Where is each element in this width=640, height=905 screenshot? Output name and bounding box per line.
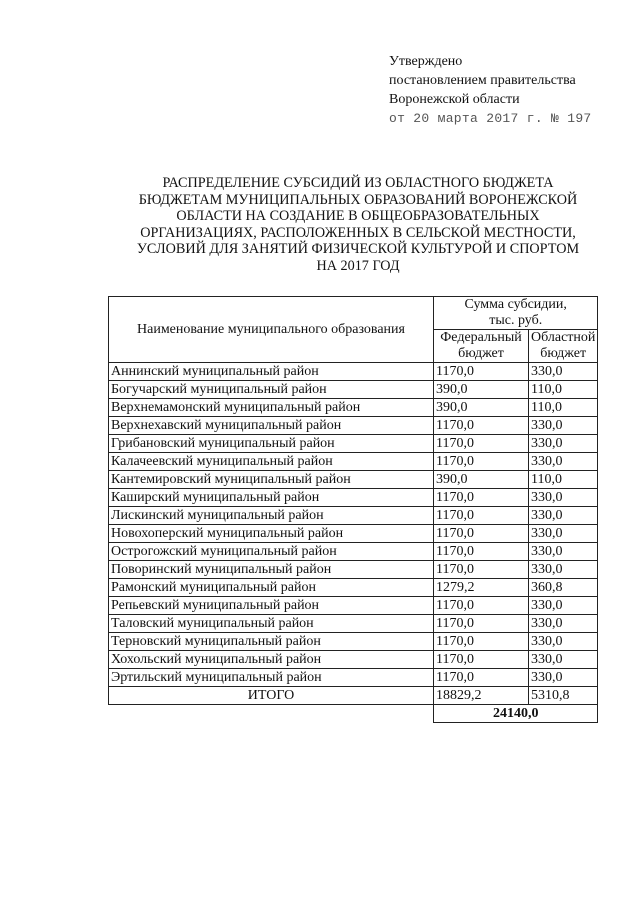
regional-budget-cell: 330,0: [529, 417, 598, 435]
federal-budget-cell: 1170,0: [434, 417, 529, 435]
federal-budget-cell: 390,0: [434, 399, 529, 417]
subsidy-table: [108, 296, 598, 723]
federal-budget-cell: 390,0: [434, 381, 529, 399]
header-federal-line: Федеральный: [440, 330, 522, 345]
district-name-cell: Грибановский муниципальный район: [109, 435, 434, 453]
header-sum-line: Сумма субсидии,: [464, 297, 567, 312]
table-row: [109, 435, 598, 453]
regional-budget-cell: 330,0: [529, 597, 598, 615]
title-line: УСЛОВИЙ ДЛЯ ЗАНЯТИЙ ФИЗИЧЕСКОЙ КУЛЬТУРОЙ И СПОРТОМ: [136, 241, 580, 258]
title-line: ОБЛАСТИ НА СОЗДАНИЕ В ОБЩЕОБРАЗОВАТЕЛЬНЫХ: [176, 208, 540, 225]
district-name-cell: Рамонский муниципальный район: [109, 579, 434, 597]
total-regional-cell: 5310,8: [529, 687, 598, 705]
federal-budget-cell: 1170,0: [434, 507, 529, 525]
table-row: [109, 381, 598, 399]
district-name-cell: Эртильский муниципальный район: [109, 669, 434, 687]
regional-budget-cell: 330,0: [529, 669, 598, 687]
table-row: [109, 489, 598, 507]
district-name-cell: Новохоперский муниципальный район: [109, 525, 434, 543]
table-row: [109, 399, 598, 417]
table-header-row: [109, 297, 598, 330]
grand-total-blank: [109, 705, 434, 723]
district-name-cell: Таловский муниципальный район: [109, 615, 434, 633]
table-row: [109, 471, 598, 489]
regional-budget-cell: 110,0: [529, 399, 598, 417]
table-row: [109, 615, 598, 633]
district-name-cell: Аннинский муниципальный район: [109, 363, 434, 381]
table-row: [109, 363, 598, 381]
federal-budget-cell: 1279,2: [434, 579, 529, 597]
regional-budget-cell: 330,0: [529, 525, 598, 543]
table-row: [109, 543, 598, 561]
approval-stamp: [389, 52, 592, 128]
federal-budget-cell: 1170,0: [434, 597, 529, 615]
approval-line: Воронежской области: [389, 92, 520, 107]
regional-budget-cell: 110,0: [529, 471, 598, 489]
table-row: [109, 579, 598, 597]
grand-total-row: [109, 705, 598, 723]
federal-budget-cell: 390,0: [434, 471, 529, 489]
district-name-cell: Кантемировский муниципальный район: [109, 471, 434, 489]
total-row: [109, 687, 598, 705]
regional-budget-cell: 330,0: [529, 363, 598, 381]
table-row: [109, 669, 598, 687]
regional-budget-cell: 360,8: [529, 579, 598, 597]
federal-budget-cell: 1170,0: [434, 435, 529, 453]
header-name: Наименование муниципального образования: [109, 297, 434, 363]
district-name-cell: Верхнехавский муниципальный район: [109, 417, 434, 435]
regional-budget-cell: 330,0: [529, 651, 598, 669]
approval-line: Утверждено: [389, 54, 463, 69]
district-name-cell: Богучарский муниципальный район: [109, 381, 434, 399]
district-name-cell: Поворинский муниципальный район: [109, 561, 434, 579]
table-row: [109, 561, 598, 579]
header-sum: [434, 297, 598, 330]
district-name-cell: Острогожский муниципальный район: [109, 543, 434, 561]
regional-budget-cell: 330,0: [529, 615, 598, 633]
approval-line: постановлением правительства: [389, 73, 576, 88]
regional-budget-cell: 330,0: [529, 633, 598, 651]
table-row: [109, 507, 598, 525]
district-name-cell: Репьевский муниципальный район: [109, 597, 434, 615]
document-title: [108, 175, 608, 275]
header-regional-line: бюджет: [540, 346, 587, 361]
table-row: [109, 417, 598, 435]
district-name-cell: Терновский муниципальный район: [109, 633, 434, 651]
regional-budget-cell: 330,0: [529, 489, 598, 507]
grand-total-cell: 24140,0: [434, 705, 598, 723]
header-federal: [434, 330, 529, 363]
total-label: ИТОГО: [109, 687, 434, 705]
table-row: [109, 633, 598, 651]
header-sum-line: тыс. руб.: [489, 313, 543, 328]
header-regional: [529, 330, 598, 363]
federal-budget-cell: 1170,0: [434, 669, 529, 687]
table-row: [109, 597, 598, 615]
federal-budget-cell: 1170,0: [434, 651, 529, 669]
federal-budget-cell: 1170,0: [434, 561, 529, 579]
regional-budget-cell: 330,0: [529, 561, 598, 579]
federal-budget-cell: 1170,0: [434, 543, 529, 561]
regional-budget-cell: 110,0: [529, 381, 598, 399]
district-name-cell: Лискинский муниципальный район: [109, 507, 434, 525]
district-name-cell: Хохольский муниципальный район: [109, 651, 434, 669]
approval-date-number: от 20 марта 2017 г. № 197: [389, 111, 592, 126]
federal-budget-cell: 1170,0: [434, 453, 529, 471]
title-line: НА 2017 ГОД: [316, 257, 400, 274]
regional-budget-cell: 330,0: [529, 435, 598, 453]
title-line: БЮДЖЕТАМ МУНИЦИПАЛЬНЫХ ОБРАЗОВАНИЙ ВОРОНЕЖСКОЙ: [138, 191, 578, 208]
district-name-cell: Каширский муниципальный район: [109, 489, 434, 507]
federal-budget-cell: 1170,0: [434, 615, 529, 633]
federal-budget-cell: 1170,0: [434, 489, 529, 507]
header-regional-line: Областной: [531, 330, 596, 345]
table-row: [109, 525, 598, 543]
district-name-cell: Калачеевский муниципальный район: [109, 453, 434, 471]
table-row: [109, 453, 598, 471]
federal-budget-cell: 1170,0: [434, 363, 529, 381]
federal-budget-cell: 1170,0: [434, 633, 529, 651]
regional-budget-cell: 330,0: [529, 453, 598, 471]
regional-budget-cell: 330,0: [529, 543, 598, 561]
federal-budget-cell: 1170,0: [434, 525, 529, 543]
total-federal-cell: 18829,2: [434, 687, 529, 705]
table-row: [109, 651, 598, 669]
district-name-cell: Верхнемамонский муниципальный район: [109, 399, 434, 417]
title-line: ОРГАНИЗАЦИЯХ, РАСПОЛОЖЕННЫХ В СЕЛЬСКОЙ МЕСТНОСТИ,: [140, 224, 576, 241]
title-line: РАСПРЕДЕЛЕНИЕ СУБСИДИЙ ИЗ ОБЛАСТНОГО БЮДЖЕТА: [162, 175, 554, 191]
regional-budget-cell: 330,0: [529, 507, 598, 525]
header-federal-line: бюджет: [458, 346, 504, 361]
